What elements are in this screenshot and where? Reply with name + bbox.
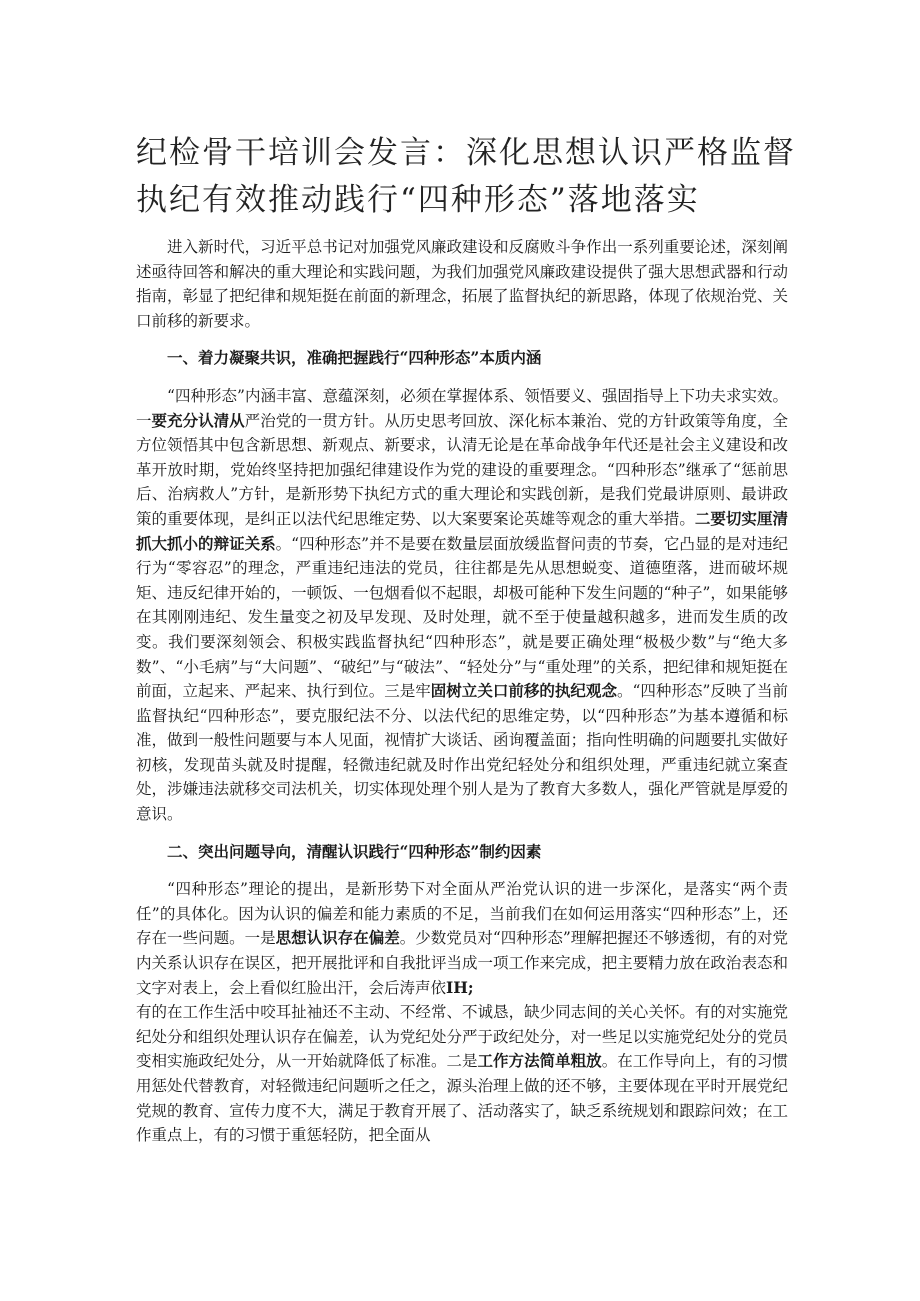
- bold-phrase: 思想认识存在偏差: [275, 928, 400, 948]
- text-run: “四种形态”内涵丰富、意蕴深刻，必须在掌握体系、领悟要义、强固指导上下功夫求实效。一: [136, 386, 788, 430]
- section-heading-1: 一、着力凝聚共识，准确把握践行“四种形态”本质内涵: [167, 348, 542, 368]
- bold-phrase: 工作方法简单粗放: [477, 1051, 602, 1071]
- section2-paragraph: [136, 877, 788, 1148]
- text-run: 。“四种形态”并不是要在数量层面放缓监督问责的节奏，它凸显的是对违纪行为“零容忍”的理念，严重违纪违法的党员，往往都是先从思想蜕变、道德堕落，进而破坏规矩、违反纪律开始的，一顿饭、一包烟看似不起眼，却极可能种下发生问题的“种子”，如果能够在其刚刚违纪、发生量变之初及早发现、及时处理，就不至于使量越积越多，进而发生质的改变。我们要深刻领会、积极实践监督执纪“四种形态”，就是要正确处理“极极少数”与“绝大多数”、“小毛病”与“大问题”、“破纪”与“破法”、“轻处分”与“重处理”的关系，把纪律和规矩挺在前面，立起来、严起来、执行到位。三是牢: [136, 534, 788, 701]
- section1-paragraph: [136, 384, 788, 827]
- text-run: “四种形态”理论的提出，是新形势下对全面从严治党认识的进一步深化，是落实“两个责任”的具体化。因为认识的偏差和能力素质的不足，当前我们在如何运用落实“四种形态”上，还存在一些问题。一是: [136, 880, 788, 948]
- text-run: 。在工作导向上，有的习惯用惩处代替教育，对轻微违纪问题听之任之，源头治理上做的还不够，主要体现在平时开展党纪党规的教育、宣传力度不大，满足于教育开展了、活动落实了，缺乏系统规划和跟踪问效；在工作重点上，有的习惯于重惩轻防，把全面从: [136, 1052, 788, 1145]
- section-heading-2: 二、突出问题导向，清醒认识践行“四种形态”制约因素: [167, 841, 542, 861]
- text-run: 严治党的一贯方针。从历史思考回放、深化标本兼治、党的方针政策等角度，全方位领悟其中包含新思想、新观点、新要求，认清无论是在革命战争年代还是社会主义建设和改革开放时期，党始终坚持把加强纪律建设作为党的建设的重要理念。“四种形态”继承了“惩前思后、治病救人”方针，是新形势下执纪方式的重大理论和实践创新，是我们党最讲原则、最讲政策的重要体现，是纠正以法代纪思维定势、以大案要案论英雄等观念的重大举措。: [136, 411, 788, 528]
- text-run: 。“四种形态”反映了当前监督执纪“四种形态”，要克服纪法不分、以法代纪的思维定势，以“四种形态”为基本遵循和标准，做到一般性问题要与本人见面，视情扩大谈话、函询覆盖面；指向性明确的问题要扎实做好初核，发现苗头就及时提醒，轻微违纪就及时作出党纪轻处分和组织处理，严重违纪就立案查处，涉嫌违法就移交司法机关，切实体现处理个别人是为了教育大多数人，强化严管就是厚爱的意识。: [136, 682, 788, 824]
- ocr-artifact-text: IH;: [446, 977, 474, 997]
- text-run: 。少数党员对“四种形态”理解把握还不够透彻，有的对党内关系认识存在误区，把开展批评和自我批评当成一项工作来完成，把主要精力放在政治表态和文字对表上，会上看似红脸出汗，会后涛声依: [136, 929, 788, 997]
- document-title: 纪检骨干培训会发言：深化思想认识严格监督执纪有效推动践行“四种形态”落地落实: [136, 135, 796, 218]
- text-run: 有的在工作生活中咬耳扯袖还不主动、不经常、不诚恳，缺少同志间的关心关怀。有的对实施党纪处分和组织处理认识存在偏差，认为党纪处分严于政纪处分，对一些足以实施党纪处分的党员变相实施政纪处分，从一开始就降低了标准。二是: [136, 1003, 788, 1071]
- document-body: [136, 235, 788, 1148]
- bold-phrase: 要充分认清从: [151, 410, 245, 430]
- bold-phrase: 固树立关口前移的执纪观念: [430, 681, 617, 701]
- intro-paragraph: 进入新时代，习近平总书记对加强党风廉政建设和反腐败斗争作出一系列重要论述，深刻阐述亟待回答和解决的重大理论和实践问题，为我们加强党风廉政建设提供了强大思想武器和行动指南，彰显了把纪律和规矩挺在前面的新理念，拓展了监督执纪的新思路，体现了依规治党、关口前移的新要求。: [136, 238, 788, 330]
- bold-phrase: 二要切实厘清抓大抓小的辩证关系: [136, 508, 788, 553]
